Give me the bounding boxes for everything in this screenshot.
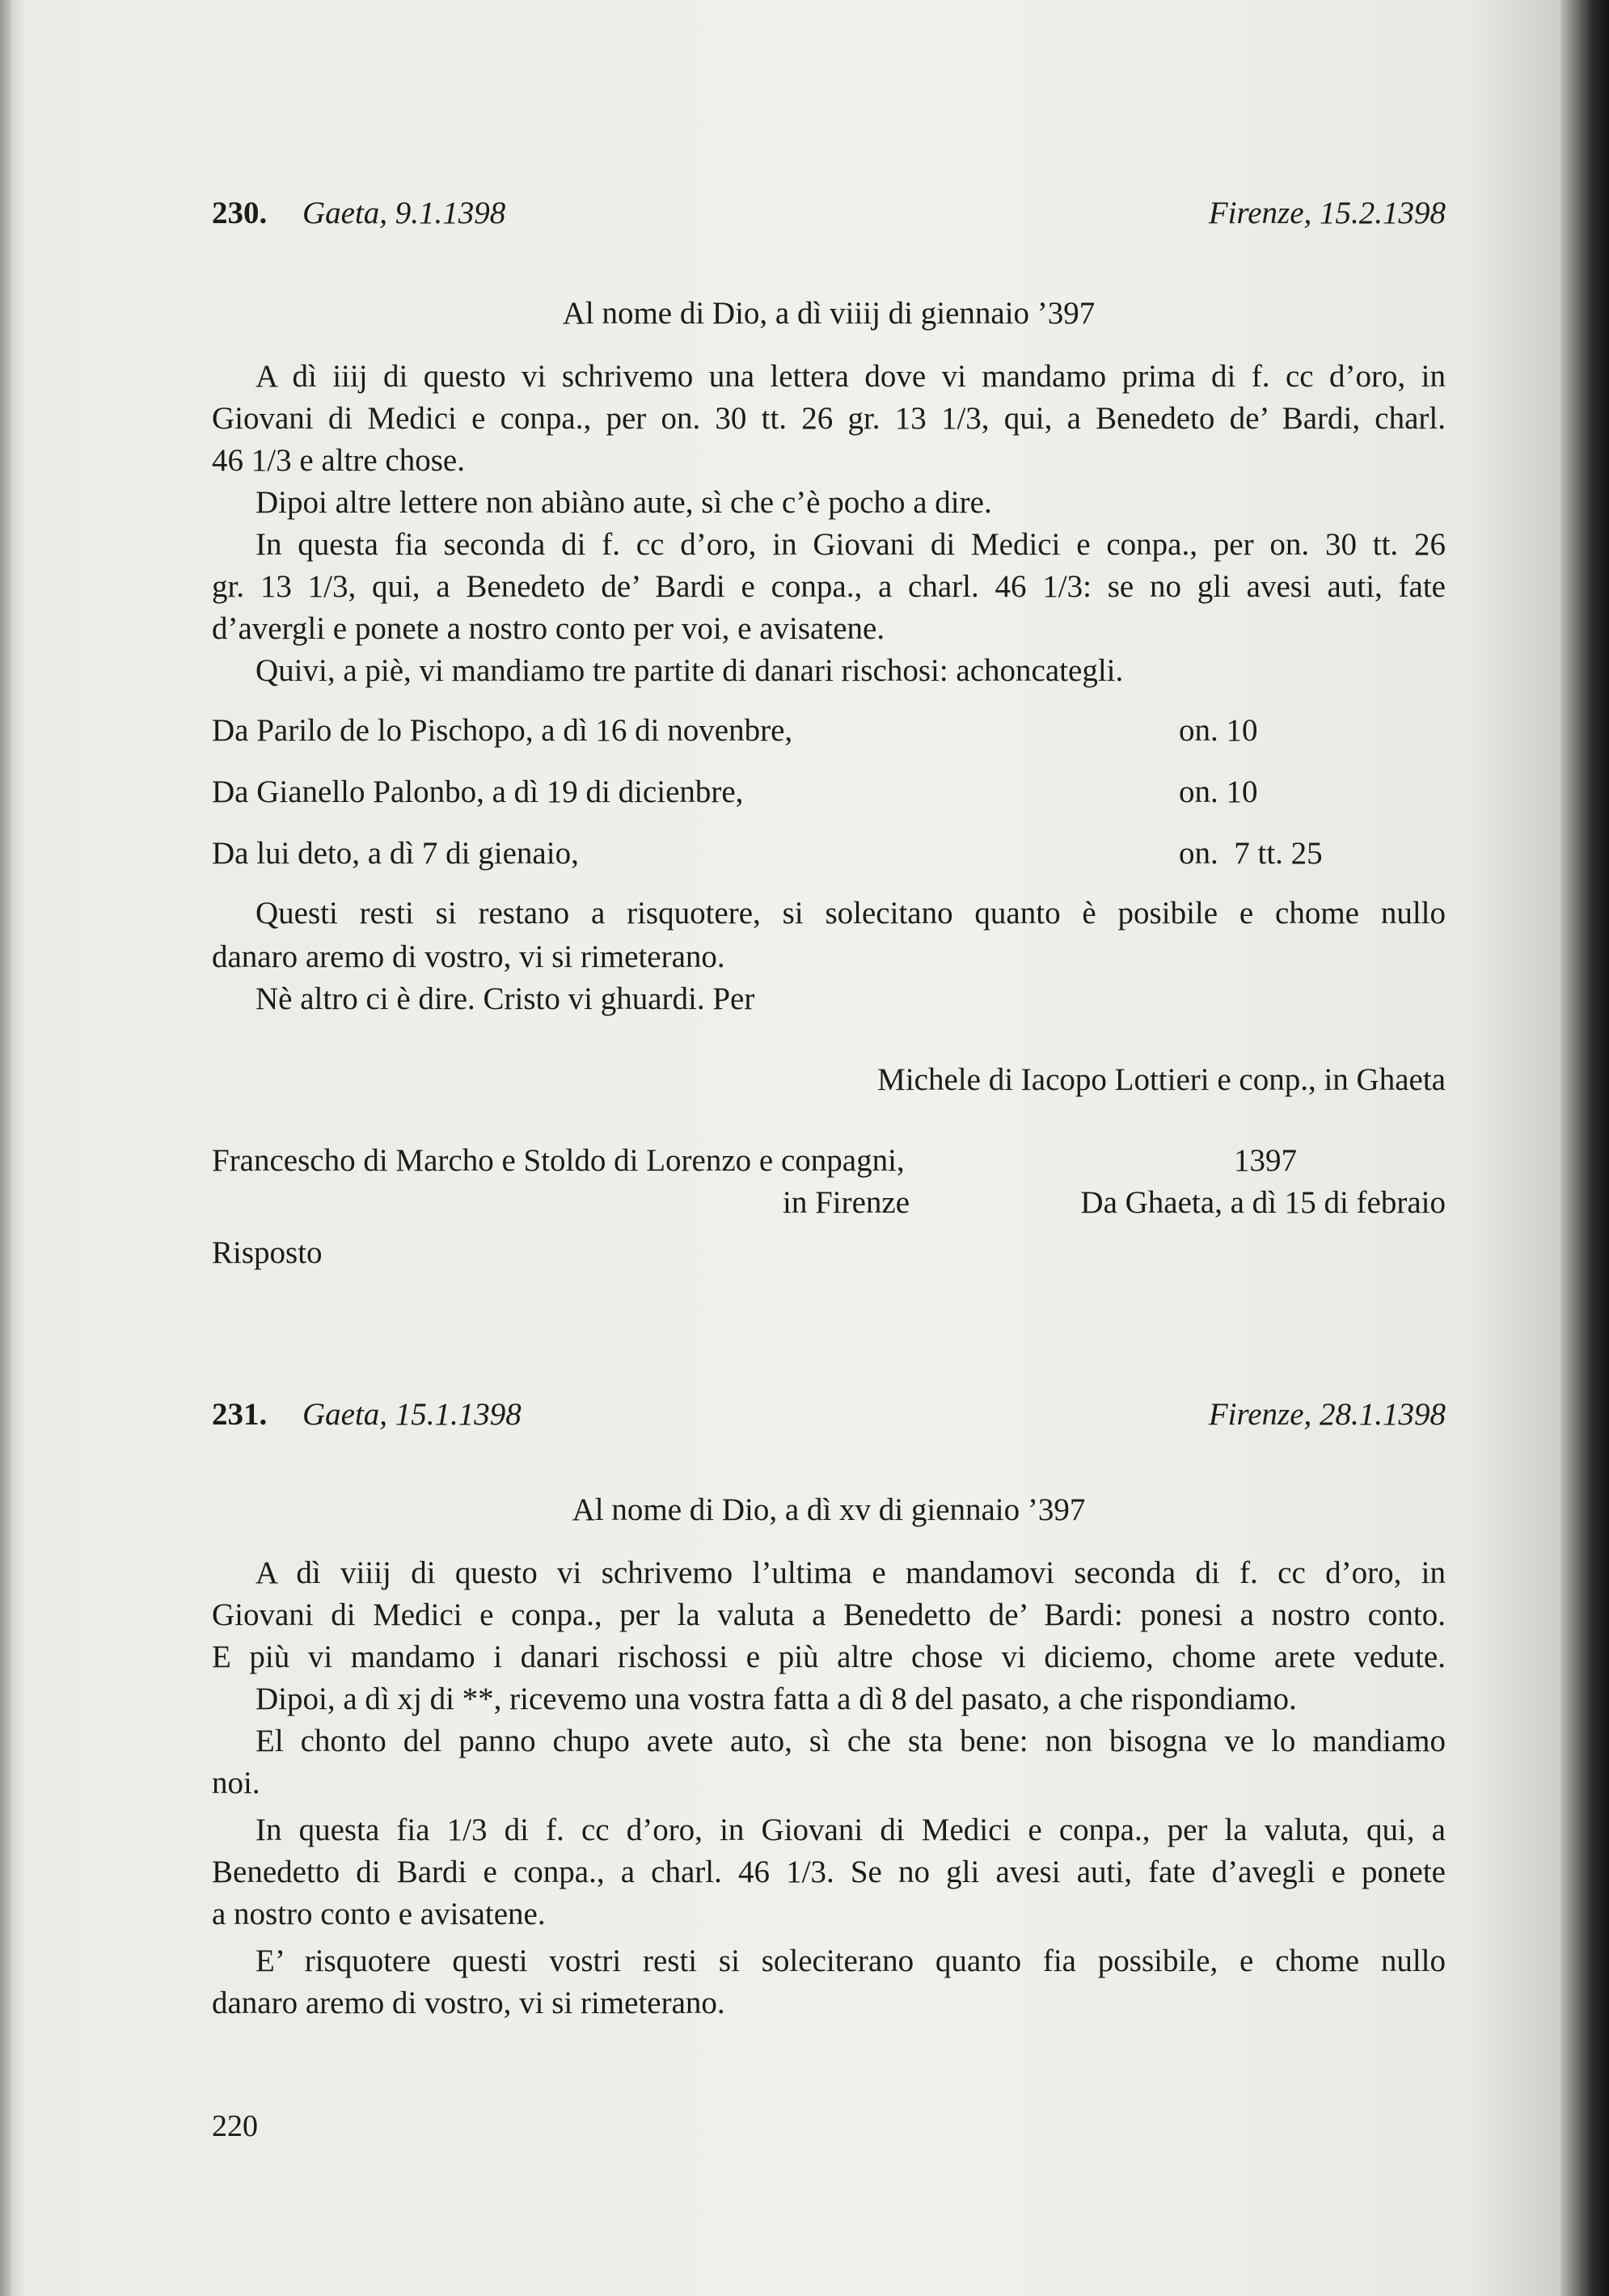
paragraph-line: Dipoi, a dì xj di **, ricevemo una vostra fatta a dì 8 del pasato, a che rispondiamo. xyxy=(255,1682,1297,1716)
book-spine xyxy=(1560,0,1609,2296)
letter-number: 231. xyxy=(212,1397,268,1432)
date-received: Da Ghaeta, a dì 15 di febraio xyxy=(1080,1185,1446,1220)
letter-origin: Gaeta, 9.1.1398 xyxy=(302,196,506,230)
paragraph-line: a nostro conto e avisatene. xyxy=(212,1897,546,1931)
letter-origin: Gaeta, 15.1.1398 xyxy=(302,1397,522,1432)
paragraph-line: In questa fia 1/3 di f. cc d’oro, in Giovani di Medici e conpa., per la valuta, qui, a xyxy=(255,1813,1446,1847)
entry-amount: on. 7 tt. 25 xyxy=(1179,836,1323,871)
address-block xyxy=(212,1140,1446,1182)
entry-label: Da Gianello Palonbo, a dì 19 di dicienbre, xyxy=(212,774,744,809)
salutation: Al nome di Dio, a dì viiij di giennaio ’397 xyxy=(562,296,1096,331)
letter-destination: Firenze, 15.2.1398 xyxy=(1208,196,1446,230)
letter-231-header xyxy=(212,1394,1446,1436)
address-city: in Firenze xyxy=(783,1185,910,1220)
paragraph-line: 46 1/3 e altre chose. xyxy=(212,443,465,478)
page-number: 220 xyxy=(212,2109,258,2143)
paragraph-line: Dipoi altre lettere non abiàno aute, sì che c’è pocho a dire. xyxy=(255,485,992,520)
entry-amount: on. 10 xyxy=(1179,774,1258,809)
paragraph-line: danaro aremo di vostro, vi si rimeterano. xyxy=(212,939,725,974)
paragraph-line: d’avergli e ponete a nostro conto per voi, e avisatene. xyxy=(212,611,885,646)
account-entry xyxy=(212,710,1446,752)
year: 1397 xyxy=(1234,1143,1297,1178)
paragraph-line: El chonto del panno chupo avete auto, sì che sta bene: non bisogna ve lo mandiamo xyxy=(255,1724,1446,1758)
closing: Nè altro ci è dire. Cristo vi ghuardi. Per xyxy=(255,981,755,1016)
entry-label: Da lui deto, a dì 7 di gienaio, xyxy=(212,836,579,871)
reply-note: Risposto xyxy=(212,1235,323,1270)
paragraph-line: gr. 13 1/3, qui, a Benedeto de’ Bardi e conpa., a charl. 46 1/3: se no gli avesi auti, fate xyxy=(212,569,1446,604)
entry-label: Da Parilo de lo Pischopo, a dì 16 di novenbre, xyxy=(212,713,793,748)
account-entry xyxy=(212,771,1446,813)
entry-amount: on. 10 xyxy=(1179,713,1258,748)
salutation: Al nome di Dio, a dì xv di giennaio ’397 xyxy=(572,1492,1086,1527)
sender-signature: Michele di Iacopo Lottieri e conp., in Ghaeta xyxy=(877,1062,1446,1097)
paragraph-line: In questa fia seconda di f. cc d’oro, in Giovani di Medici e conpa., per on. 30 tt. 26 xyxy=(255,527,1446,562)
paragraph-line: Quivi, a piè, vi mandiamo tre partite di danari rischosi: achoncategli. xyxy=(255,653,1124,688)
letter-number: 230. xyxy=(212,196,268,230)
paragraph-line: danaro aremo di vostro, vi si rimeterano. xyxy=(212,1986,725,2020)
paragraph-line: A dì iiij di questo vi schrivemo una lettera dove vi mandamo prima di f. cc d’oro, in xyxy=(255,359,1446,394)
paragraph-line: Giovani di Medici e conpa., per on. 30 tt. 26 gr. 13 1/3, qui, a Benedeto de’ Bardi, charl. xyxy=(212,401,1446,436)
paragraph-line: A dì viiij di questo vi schrivemo l’ultima e mandamovi seconda di f. cc d’oro, in xyxy=(255,1555,1446,1590)
paragraph-line: Benedetto di Bardi e conpa., a charl. 46 1/3. Se no gli avesi auti, fate d’avegli e ponete xyxy=(212,1855,1446,1889)
paragraph-line: Giovani di Medici e conpa., per la valuta a Benedetto de’ Bardi: ponesi a nostro conto. xyxy=(212,1597,1446,1632)
letter-destination: Firenze, 28.1.1398 xyxy=(1208,1397,1446,1432)
addressee: Francescho di Marcho e Stoldo di Lorenzo e conpagni, xyxy=(212,1143,905,1178)
paragraph-line: E più vi mandamo i danari rischossi e più altre chose vi diciemo, chome arete vedute. xyxy=(212,1640,1446,1674)
page-edge xyxy=(0,0,11,2296)
account-entry xyxy=(212,833,1446,875)
paragraph-line: Questi resti si restano a risquotere, si solecitano quanto è posibile e chome nullo xyxy=(255,896,1446,931)
letter-230-header xyxy=(212,192,1446,234)
paragraph-line: noi. xyxy=(212,1766,260,1800)
paragraph-line: E’ risquotere questi vostri resti si soleciterano quanto fia possibile, e chome nullo xyxy=(255,1944,1446,1978)
